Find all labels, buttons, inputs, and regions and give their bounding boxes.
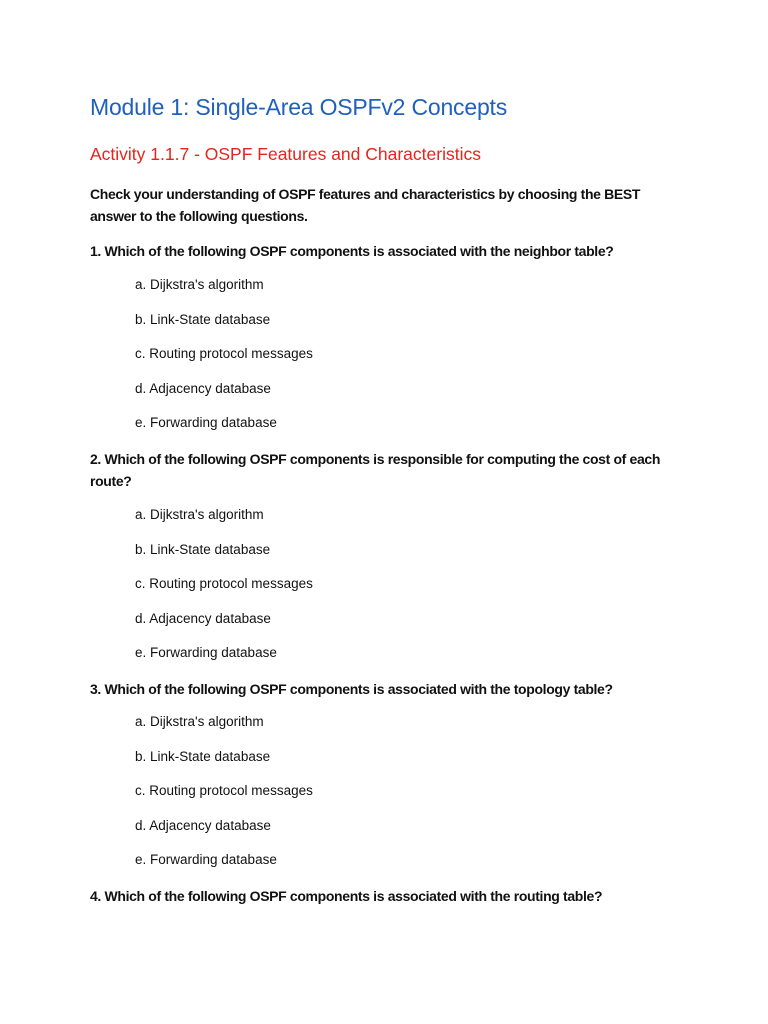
question-1-option-e: e. Forwarding database [135, 415, 277, 430]
question-3-option-a: a. Dijkstra's algorithm [135, 714, 264, 729]
question-4: 4. Which of the following OSPF components is associated with the routing table? [90, 888, 603, 904]
question-2-option-c: c. Routing protocol messages [135, 576, 313, 591]
question-3-option-e: e. Forwarding database [135, 852, 277, 867]
question-3-option-c: c. Routing protocol messages [135, 783, 313, 798]
question-1-option-b: b. Link-State database [135, 312, 271, 327]
question-2-option-d: d. Adjacency database [135, 611, 271, 626]
question-1-option-c: c. Routing protocol messages [135, 346, 313, 361]
question-2-option-e: e. Forwarding database [135, 645, 277, 660]
question-1-option-d: d. Adjacency database [135, 381, 271, 396]
question-3: 3. Which of the following OSPF components is associated with the topology table? [90, 681, 613, 697]
question-2: 2. Which of the following OSPF components is responsible for computing the cost of each route? [90, 451, 661, 489]
question-3-option-b: b. Link-State database [135, 749, 271, 764]
question-2-option-b: b. Link-State database [135, 542, 271, 557]
question-1-option-a: a. Dijkstra's algorithm [135, 277, 264, 292]
question-1: 1. Which of the following OSPF components is associated with the neighbor table? [90, 243, 614, 259]
intro-paragraph: Check your understanding of OSPF features and characteristics by choosing the BEST answer to the following questions. [90, 186, 641, 224]
question-2-option-a: a. Dijkstra's algorithm [135, 507, 264, 522]
question-3-option-d: d. Adjacency database [135, 818, 271, 833]
module-title: Module 1: Single-Area OSPFv2 Concepts [90, 94, 508, 120]
activity-title: Activity 1.1.7 - OSPF Features and Characteristics [90, 144, 481, 164]
